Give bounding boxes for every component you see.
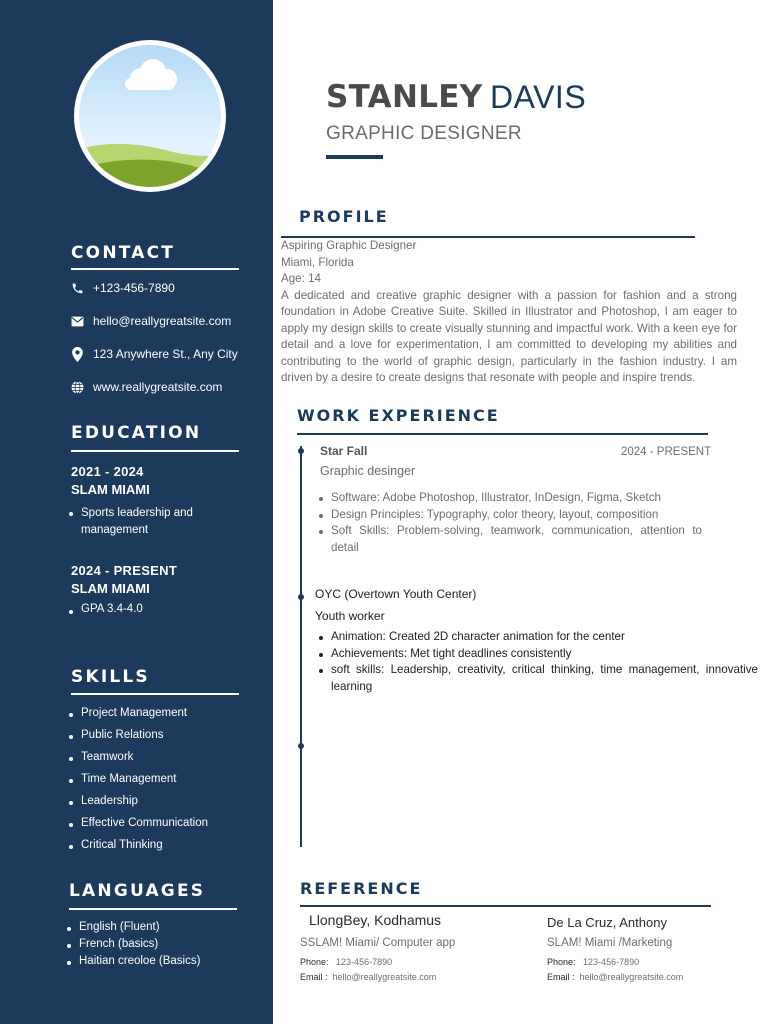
languages-divider [69,908,237,910]
reference-divider [300,905,711,907]
reference-phone [547,957,639,967]
website-text: www.reallygreatsite.com [93,380,223,394]
profile-paragraph: A dedicated and creative graphic designer with a passion for fashion and a strong foundation in Adobe Creative Suite. Skilled in Illustrator and Photoshop, I am eager to apply my design skills to create visually stunning and impactful work. With a keen eye for detail and a love for experimentation, I am committed to developing my abilities and contributing to the world of graphic design, particularly in the fashion industry. I am driven by a desire to create designs that resonate with people and inspire trends. [281,288,737,384]
reference-email [300,972,436,982]
reference-email [547,972,683,982]
skills-heading: SKILLS [71,667,150,687]
skill-item: Public Relations [66,728,208,750]
profile-text [281,238,737,387]
location-pin-icon [70,347,84,361]
work-experience-heading: WORK EXPERIENCE [297,406,500,425]
education-school: SLAM MIAMI [71,482,150,497]
education-heading: EDUCATION [71,423,202,443]
globe-icon [70,380,84,394]
contact-heading: CONTACT [71,243,176,263]
job-company: OYC (Overtown Youth Center) [315,587,477,601]
education-details [66,603,143,615]
phone-text: +123-456-7890 [93,281,175,295]
reference-org: SSLAM! Miami/ Computer app [300,937,456,949]
contact-divider [71,268,239,270]
list-item: Sports leadership and management [66,505,206,539]
envelope-icon [70,314,84,328]
phone-value: 123-456-7890 [583,957,640,967]
email-value: hello@reallygreatsite.com [579,972,684,982]
last-name: DAVIS [490,79,587,115]
list-item: Design Principles: Typography, color theory, layout, composition [316,507,702,524]
job-details [316,490,702,556]
education-details [66,505,206,539]
list-item: Animation: Created 2D character animation for the center [316,629,758,646]
contact-phone [70,278,175,298]
language-item: Haitian creoloe (Basics) [64,954,200,971]
job-role: Youth worker [315,609,385,623]
list-item: Achievements: Met tight deadlines consistently [316,646,758,663]
landscape-photo-icon [79,45,221,187]
skills-list [66,706,208,860]
skill-item: Project Management [66,706,208,728]
education-years: 2024 - PRESENT [71,563,178,578]
phone-value: 123-456-7890 [336,957,393,967]
profile-line: Aspiring Graphic Designer [281,239,417,252]
contact-address [70,344,238,364]
job-title: GRAPHIC DESIGNER [326,123,522,144]
education-divider [71,450,239,452]
title-underline [326,155,383,159]
skills-divider [71,693,239,695]
job-company: Star Fall [320,444,368,458]
list-item: Software: Adobe Photoshop, Illustrator, InDesign, Figma, Sketch [316,490,702,507]
profile-photo [74,40,226,192]
timeline-dot [298,594,304,600]
work-experience-divider [297,433,708,435]
job-date: 2024 - PRESENT [621,446,712,458]
email-value: hello@reallygreatsite.com [332,972,437,982]
language-item: French (basics) [64,937,200,954]
timeline-line [300,446,302,847]
list-item: soft skills: Leadership, creativity, critical thinking, time management, innovative learning [316,662,758,695]
reference-name: LlongBey, Kodhamus [309,912,442,928]
profile-line: Age: 14 [281,272,321,285]
reference-org: SLAM! Miami /Marketing [547,937,673,949]
contact-website [70,377,222,397]
job-details [316,629,758,695]
skill-item: Critical Thinking [66,838,208,860]
sidebar [0,0,273,1024]
email-label: Email : [547,972,575,982]
phone-label: Phone: [300,957,329,967]
phone-label: Phone: [547,957,576,967]
timeline-dot [298,448,304,454]
reference-name: De La Cruz, Anthony [547,915,667,930]
email-text: hello@reallygreatsite.com [93,314,232,328]
languages-heading: LANGUAGES [69,881,206,901]
list-item: GPA 3.4-4.0 [66,603,143,615]
job-role: Graphic desinger [320,464,416,478]
email-label: Email : [300,972,328,982]
profile-heading: PROFILE [299,207,389,226]
first-name: STANLEY [326,79,483,115]
education-school: SLAM MIAMI [71,581,150,596]
language-item: English (Fluent) [64,920,200,937]
contact-email [70,311,231,331]
address-text: 123 Anywhere St., Any City [93,347,238,361]
skill-item: Teamwork [66,750,208,772]
phone-icon [70,281,84,295]
skill-item: Leadership [66,794,208,816]
timeline-dot [298,743,304,749]
languages-list [64,920,200,971]
list-item: Soft Skills: Problem-solving, teamwork, communication, attention to detail [316,523,702,556]
skill-item: Effective Communication [66,816,208,838]
skill-item: Time Management [66,772,208,794]
education-years: 2021 - 2024 [71,464,144,479]
reference-phone [300,957,392,967]
profile-line: Miami, Florida [281,255,354,269]
reference-heading: REFERENCE [300,879,423,898]
